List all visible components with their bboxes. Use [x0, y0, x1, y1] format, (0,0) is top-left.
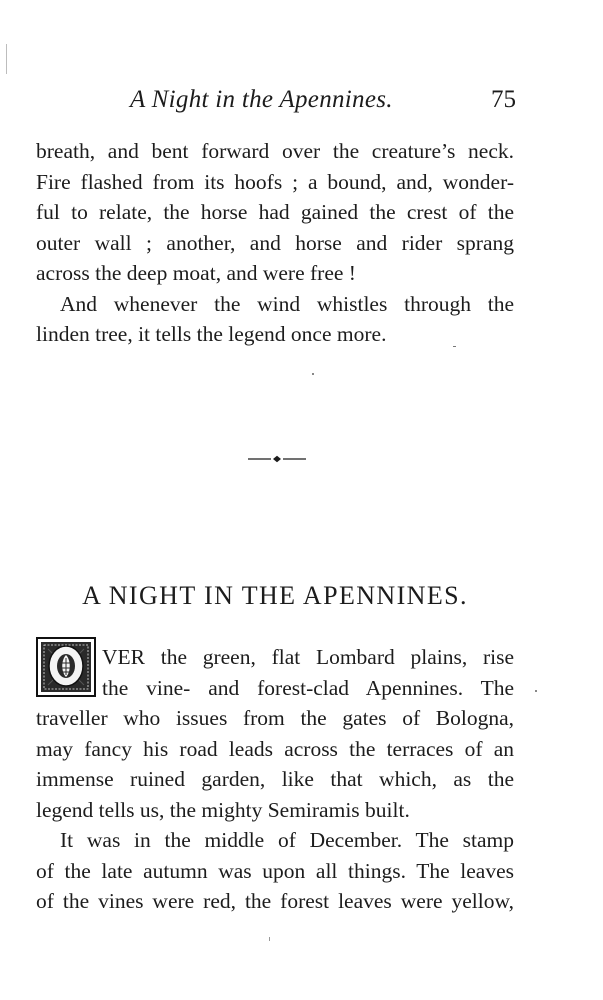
text-line: breath, and bent forward over the creature’s neck. — [36, 139, 514, 163]
section-body-text — [36, 642, 514, 917]
page-speck — [535, 690, 537, 692]
text-line: It was in the middle of December. The stamp — [60, 828, 514, 852]
text-line: immense ruined garden, like that which, as the — [36, 767, 514, 791]
section-title: A NIGHT IN THE APENNINES. — [82, 581, 468, 610]
page-number: 75 — [491, 86, 516, 113]
running-head — [36, 84, 520, 120]
page-speck — [269, 937, 270, 941]
text-line: across the deep moat, and were free ! — [36, 261, 356, 285]
text-line: And whenever the wind whistles through the — [60, 291, 514, 316]
text-line: VER the green, flat Lombard plains, rise — [102, 645, 514, 669]
page-speck — [453, 346, 456, 347]
text-line: traveller who issues from the gates of Bologna, — [36, 706, 514, 730]
drop-cap-text — [96, 636, 97, 637]
text-line: legend tells us, the mighty Semiramis built. — [36, 797, 410, 822]
text-line: of the late autumn was upon all things. The leaves — [36, 858, 514, 883]
section-divider-ornament — [248, 455, 306, 463]
running-title: A Night in the Apennines. — [130, 86, 393, 113]
text-line: of the vines were red, the forest leaves were yellow, — [36, 889, 514, 913]
text-line: Fire flashed from its hoofs ; a bound, and, wonder- — [36, 169, 514, 194]
text-line: linden tree, it tells the legend once more. — [36, 322, 387, 346]
text-line: ful to relate, the horse had gained the crest of the — [36, 200, 514, 224]
page-speck — [312, 373, 314, 375]
text-line: outer wall ; another, and horse and rider sprang — [36, 230, 514, 255]
text-line: the vine- and forest-clad Apennines. The — [102, 675, 514, 700]
page-speck — [6, 44, 7, 74]
previous-story-text — [36, 136, 514, 350]
text-line: may fancy his road leads across the terraces of an — [36, 736, 514, 761]
